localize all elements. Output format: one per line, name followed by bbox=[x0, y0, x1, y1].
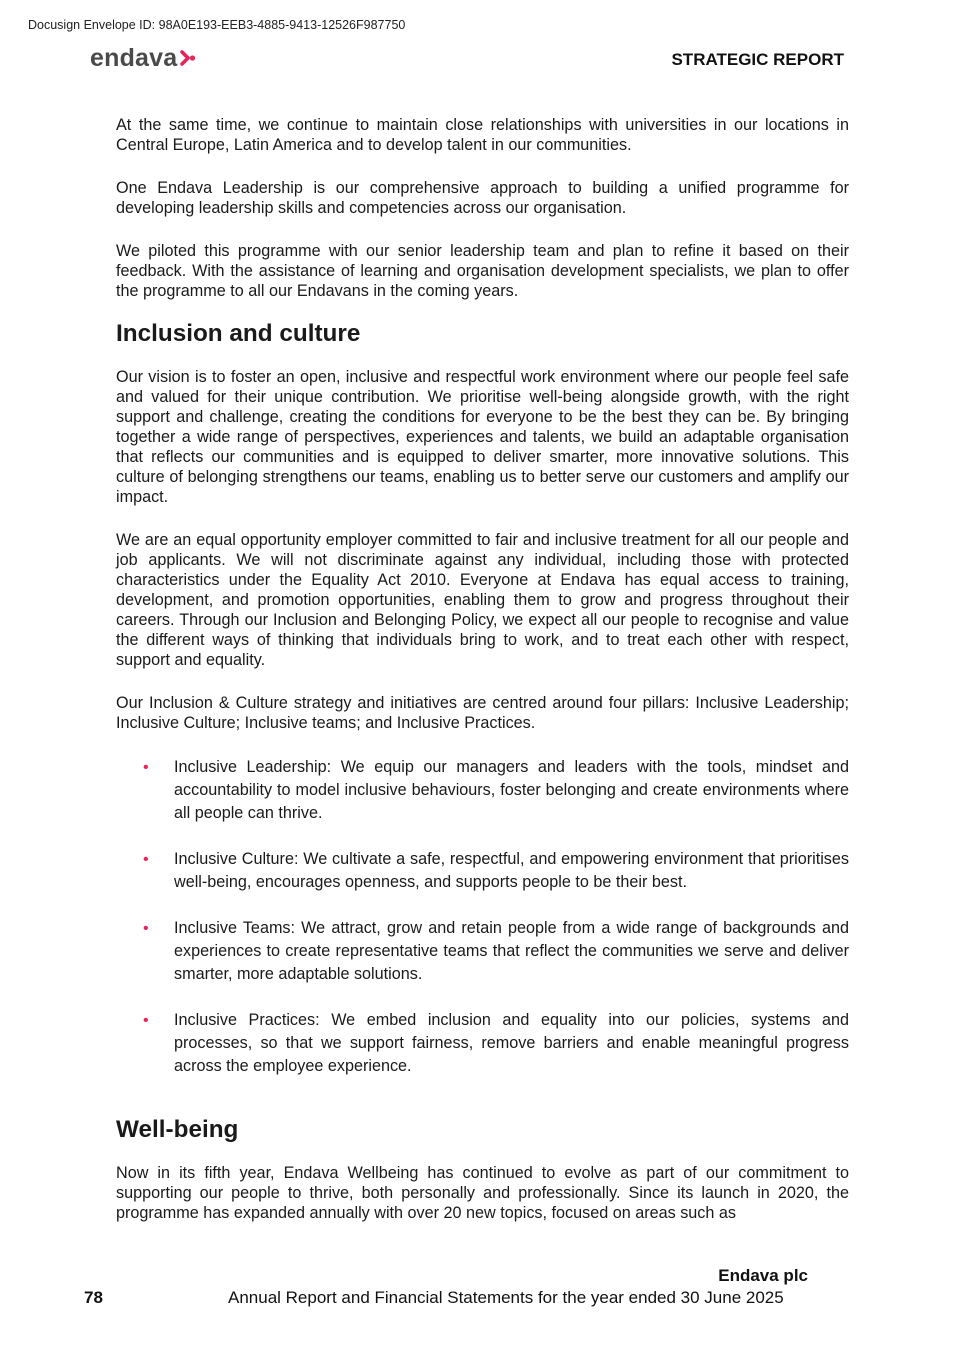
footer-company: Endava plc bbox=[718, 1266, 808, 1285]
paragraph: Our Inclusion & Culture strategy and initiatives are centred around four pillars: Inclusive Leadership; Inclusive Culture; Inclusive teams; and Inclusive Practices. bbox=[116, 694, 849, 732]
section-title: STRATEGIC REPORT bbox=[671, 50, 844, 69]
paragraph: We are an equal opportunity employer committed to fair and inclusive treatment for all our people and job applicants. We will not discriminate against any individual, including those with protected characteristics under the Equality Act 2010. Everyone at Endava has equal access to training, development, and promotion opportunities, enabling them to grow and progress throughout their careers. Through our Inclusion and Belonging Policy, we expect all our people to recognise and value the different ways of thinking that individuals bring to work, and to treat each other with respect, support and equality. bbox=[116, 531, 849, 669]
list-item bbox=[116, 848, 849, 894]
endava-logo bbox=[90, 44, 196, 73]
pillars-list bbox=[116, 756, 849, 1078]
page-number: 78 bbox=[84, 1288, 103, 1307]
section-heading-inclusion: Inclusion and culture bbox=[116, 320, 361, 347]
list-item-text: Inclusive Teams: We attract, grow and retain people from a wide range of backgrounds and experiences to create representative teams that reflect the communities we serve and deliver smarter, more adaptable solutions. bbox=[174, 919, 849, 983]
paragraph: At the same time, we continue to maintain close relationships with universities in our locations in Central Europe, Latin America and to develop talent in our communities. bbox=[116, 116, 849, 154]
section-heading-wellbeing: Well-being bbox=[116, 1116, 239, 1143]
bullet-icon: • bbox=[143, 851, 149, 868]
paragraph: One Endava Leadership is our comprehensive approach to building a unified programme for developing leadership skills and competencies across our organisation. bbox=[116, 179, 849, 217]
logo-wordmark: endava bbox=[90, 44, 178, 72]
list-item bbox=[116, 917, 849, 986]
bullet-icon: • bbox=[143, 1012, 149, 1029]
list-item-text: Inclusive Leadership: We equip our managers and leaders with the tools, mindset and accountability to model inclusive behaviours, foster belonging and create environments where all people can thrive. bbox=[174, 758, 849, 822]
list-item bbox=[116, 756, 849, 825]
logo-mark-icon bbox=[180, 50, 196, 68]
page-content bbox=[116, 115, 849, 1223]
paragraph: Our vision is to foster an open, inclusive and respectful work environment where our people feel safe and valued for their unique contribution. We prioritise well-being alongside growth, with the right support and challenge, creating the conditions for everyone to be the best they can be. By bringing together a wide range of perspectives, experiences and talents, we build an adaptable organisation that reflects our communities and is equipped to deliver smarter, more innovative solutions. This culture of belonging strengthens our teams, enabling us to better serve our customers and amplify our impact. bbox=[116, 368, 849, 506]
paragraph: We piloted this programme with our senior leadership team and plan to refine it based on their feedback. With the assistance of learning and organisation development specialists, we plan to offer the programme to all our Endavans in the coming years. bbox=[116, 242, 849, 300]
list-item-text: Inclusive Culture: We cultivate a safe, respectful, and empowering environment that prioritises well-being, encourages openness, and supports people to be their best. bbox=[174, 850, 849, 891]
docusign-envelope-id: Docusign Envelope ID: 98A0E193-EEB3-4885-9413-12526F987750 bbox=[28, 18, 406, 32]
paragraph: Now in its fifth year, Endava Wellbeing has continued to evolve as part of our commitment to supporting our people to thrive, both personally and professionally. Since its launch in 2020, the programme has expanded annually with over 20 new topics, focused on areas such as bbox=[116, 1164, 849, 1222]
footer-report-line: Annual Report and Financial Statements for the year ended 30 June 2025 bbox=[228, 1288, 784, 1307]
bullet-icon: • bbox=[143, 759, 149, 776]
list-item-text: Inclusive Practices: We embed inclusion and equality into our policies, systems and processes, so that we support fairness, remove barriers and enable meaningful progress across the employee experience. bbox=[174, 1011, 849, 1075]
bullet-icon: • bbox=[143, 920, 149, 937]
list-item bbox=[116, 1009, 849, 1078]
